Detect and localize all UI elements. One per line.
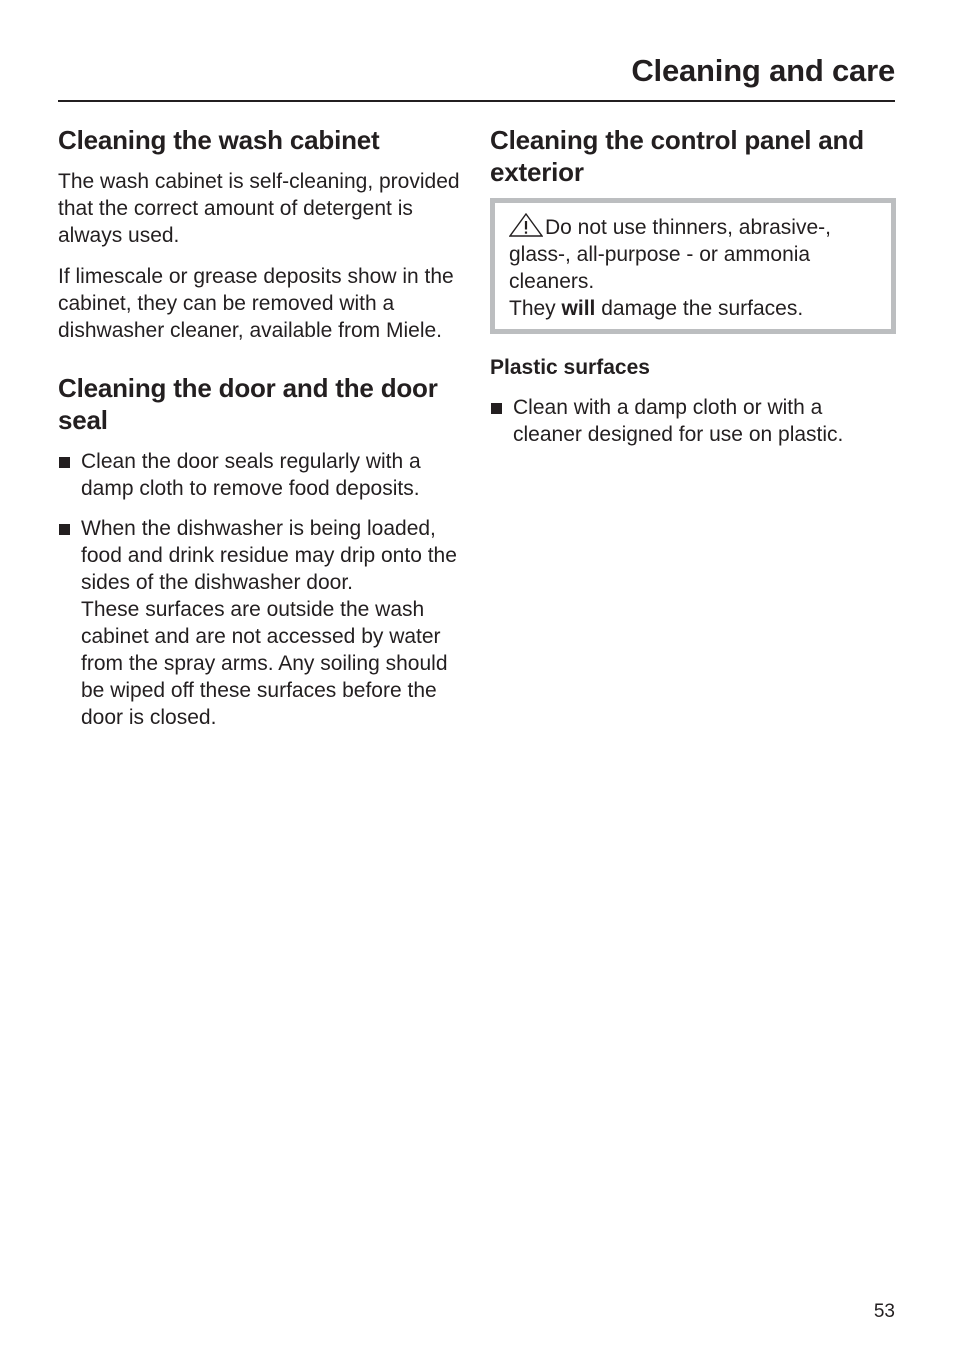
list-item-text: Clean the door seals regularly with a damp cloth to remove food deposits.: [81, 450, 421, 500]
list-item: [58, 515, 468, 731]
control-panel-heading: Cleaning the control panel and exterior: [490, 125, 864, 187]
plastic-surfaces-heading: Plastic surfaces: [490, 356, 650, 379]
page-title: Cleaning and care: [631, 53, 895, 88]
left-column: [58, 124, 468, 744]
control-panel-section: [490, 124, 896, 448]
square-bullet-icon: [491, 403, 502, 414]
door-seal-section: [58, 372, 468, 731]
wash-cabinet-heading: Cleaning the wash cabinet: [58, 125, 380, 155]
list-item-text: Clean with a damp cloth or with a cleaner designed for use on plastic.: [513, 396, 844, 446]
list-item: [58, 448, 468, 502]
list-item-continuation: These surfaces are outside the wash cabinet and are not accessed by water from the spray arms. Any soiling should be wiped off these surfaces before the door is closed.: [81, 598, 448, 729]
warning-line-2-prefix: They: [509, 297, 562, 320]
list-item: [490, 394, 896, 448]
right-column: [490, 124, 896, 461]
page-number: 53: [873, 1301, 895, 1322]
page-header: [58, 52, 895, 102]
wash-cabinet-paragraph-1: The wash cabinet is self-cleaning, provided that the correct amount of detergent is always used.: [58, 170, 460, 247]
wash-cabinet-paragraph-2: If limescale or grease deposits show in the cabinet, they can be removed with a dishwasher cleaner, available from Miele.: [58, 265, 454, 342]
warning-line-1: Do not use thinners, abrasive-, glass-, all-purpose - or ammonia cleaners.: [509, 216, 831, 293]
wash-cabinet-section: [58, 124, 468, 344]
square-bullet-icon: [59, 524, 70, 535]
warning-triangle-icon: [509, 213, 543, 237]
door-seal-heading: Cleaning the door and the door seal: [58, 373, 438, 435]
warning-line-2-suffix: damage the surfaces.: [595, 297, 804, 320]
warning-text: [509, 213, 877, 322]
warning-box: [490, 198, 896, 334]
door-seal-list: [58, 448, 468, 731]
warning-emphasis: will: [561, 297, 596, 320]
square-bullet-icon: [59, 457, 70, 468]
plastic-surfaces-list: [490, 394, 896, 448]
list-item-text: When the dishwasher is being loaded, food and drink residue may drip onto the sides of the dishwasher door.: [81, 517, 457, 594]
